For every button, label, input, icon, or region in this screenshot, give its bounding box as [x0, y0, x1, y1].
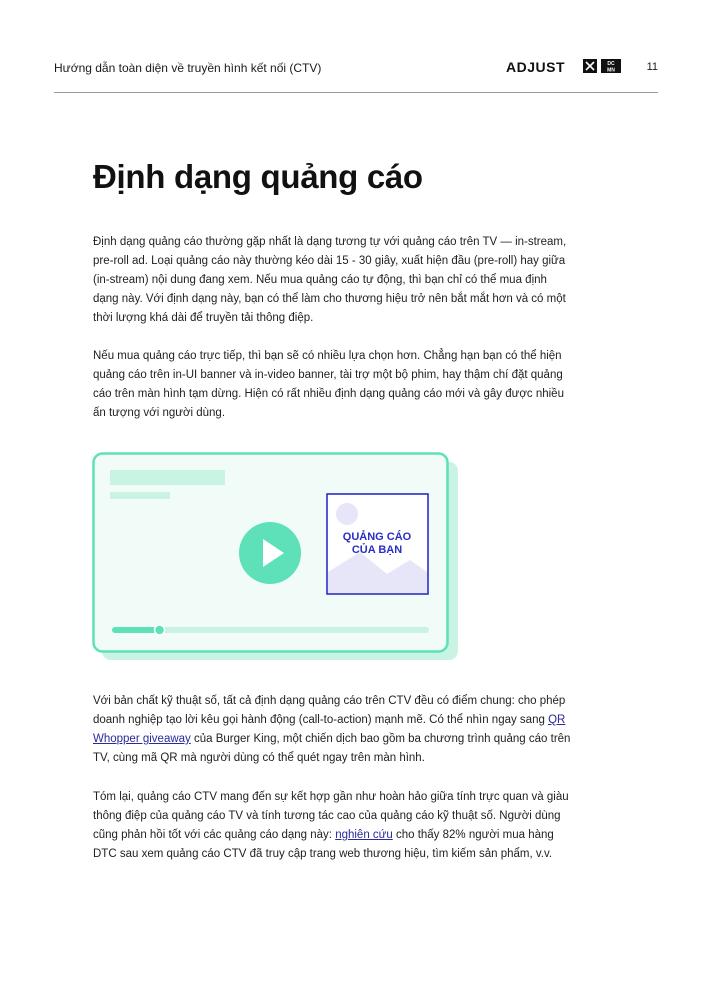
ad-label-line2: CỦA BẠN	[351, 544, 403, 556]
adjust-logo: ADJUST	[506, 59, 566, 75]
document-title: Hướng dẫn toàn diện về truyền hình kết nối (CTV)	[54, 61, 322, 75]
placeholder-bar-2	[110, 492, 170, 499]
paragraph-3-text-b: của Burger King, một chiến dịch bao gồm ba chương trình quảng cáo trên TV, cùng mã QR mà người dùng có thể quét ngay trên màn hình.	[93, 733, 571, 764]
paragraph-4	[93, 788, 573, 864]
dcmn-logo-icon	[601, 59, 621, 73]
paragraph-3-text-a: Với bản chất kỹ thuật số, tất cả định dạng quảng cáo trên CTV đều có điểm chung: cho phép doanh nghiệp tạo lời kêu gọi hành động (call-to-action) mạnh mẽ. Có thể nhìn ngay sang	[93, 695, 566, 726]
svg-text:DC: DC	[607, 61, 615, 68]
paragraph-2: Nếu mua quảng cáo trực tiếp, thì bạn sẽ có nhiều lựa chọn hơn. Chẳng hạn bạn có thể hiện quảng cáo trên in-UI banner và in-video banner, tài trợ một bộ phim, hay thậm chí đặt quảng cáo trên màn hình tạm dừng. Hiện có rất nhiều định dạng quảng cáo mới và gây được nhiều ấn tượng với người dùng.	[93, 350, 564, 419]
qr-whopper-link[interactable]: QR Whopper giveaway	[93, 714, 566, 745]
page-header	[54, 58, 658, 93]
ad-label-line1: QUẢNG CÁO	[342, 531, 412, 543]
paragraph-4-text-b: cho thấy 82% người mua hàng DTC sau xem quảng cáo CTV đã truy cập trang web thương hiệu, tìm kiếm sản phẩm, v.v.	[93, 829, 554, 860]
ctv-ad-illustration	[92, 452, 462, 664]
page-number: 11	[646, 61, 658, 73]
paragraph-1: Định dạng quảng cáo thường gặp nhất là dạng tương tự với quảng cáo trên TV — in-stream, pre-roll ad. Loại quảng cáo này thường kéo dài 15 - 30 giây, xuất hiện đầu (pre-roll) hay giữa (in-stream) nội dung đang xem. Nếu mua quảng cáo tự động, thì bạn chỉ có thể mua định dạng này. Với định dạng này, bạn có thể làm cho thương hiệu trở nên bắt mắt hơn và có một thời lượng khá dài để truyền tải thông điệp.	[93, 236, 567, 324]
research-link[interactable]: nghiên cứu	[335, 829, 393, 841]
dcmn-logo-mark-icon	[583, 59, 597, 73]
page-title: Định dạng quảng cáo	[93, 158, 423, 195]
svg-text:MN: MN	[607, 67, 615, 73]
ad-image-sun-icon	[336, 503, 358, 525]
paragraph-3	[93, 692, 573, 768]
progress-knob	[155, 625, 165, 635]
paragraph-4-text-a: Tóm lại, quảng cáo CTV mang đến sự kết hợp gần như hoàn hảo giữa tính trực quan và giàu thông điệp của quảng cáo TV và tính tương tác cao của quảng cáo kỹ thuật số. Người dùng cũng phản hồi tốt với các quảng cáo dạng này:	[93, 791, 569, 841]
placeholder-bar-1	[110, 470, 225, 485]
progress-fill	[112, 627, 160, 633]
